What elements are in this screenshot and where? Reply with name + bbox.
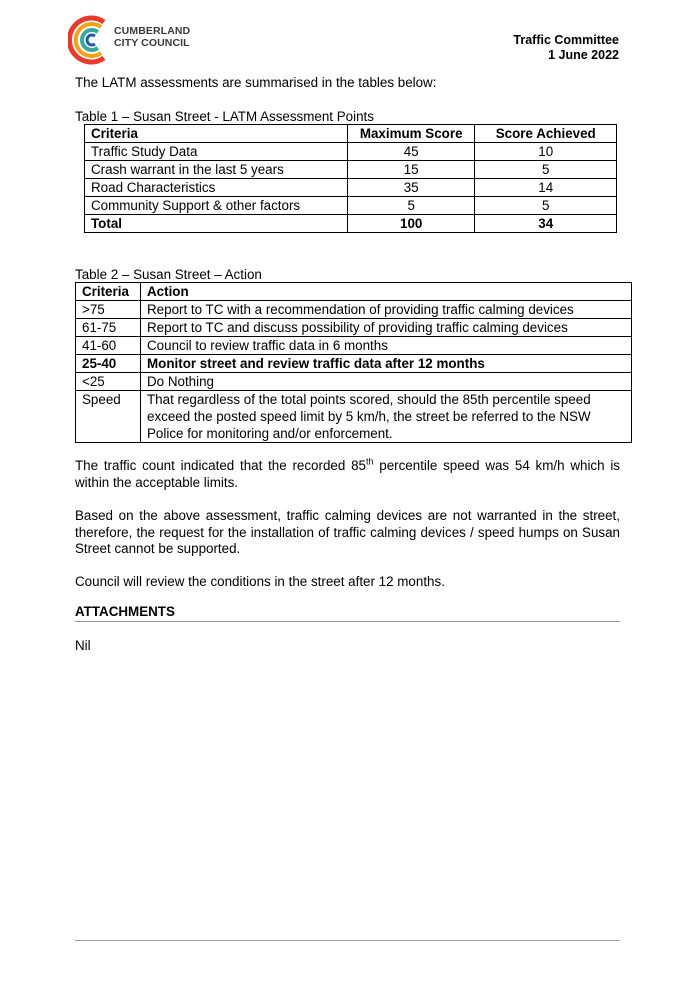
table-row <box>85 161 617 179</box>
speed-finding-part1: The traffic count indicated that the recorded 85 <box>75 458 366 473</box>
column-header-criteria: Criteria <box>85 125 348 143</box>
total-label-cell: Total <box>85 215 348 233</box>
criteria-cell: 61-75 <box>76 319 141 337</box>
column-header-action: Action <box>141 283 632 301</box>
criteria-cell: Traffic Study Data <box>85 143 348 161</box>
action-cell: Do Nothing <box>141 373 632 391</box>
score-achieved-cell: 10 <box>475 143 617 161</box>
table-header-row <box>76 283 632 301</box>
criteria-cell: Community Support & other factors <box>85 197 348 215</box>
review-note-text: Council will review the conditions in the street after 12 months. <box>75 574 445 589</box>
criteria-cell: Road Characteristics <box>85 179 348 197</box>
table-header-row <box>85 125 617 143</box>
column-header-max-score: Maximum Score <box>347 125 475 143</box>
action-cell: Council to review traffic data in 6 months <box>141 337 632 355</box>
table-row <box>76 391 632 443</box>
intro-text: The LATM assessments are summarised in the tables below: <box>75 75 437 90</box>
table2-caption: Table 2 – Susan Street – Action <box>75 267 262 282</box>
attachments-heading: ATTACHMENTS <box>75 604 175 619</box>
assessment-points-table <box>84 124 617 233</box>
ordinal-suffix: th <box>365 456 374 467</box>
table-row <box>76 373 632 391</box>
action-cell: That regardless of the total points scored, should the 85th percentile speed exceed the posted speed limit by 5 km/h, the street be referred to the NSW Police for monitoring and/or enforcement. <box>141 391 632 443</box>
max-score-cell: 35 <box>347 179 475 197</box>
council-name-line2: CITY COUNCIL <box>114 37 190 49</box>
total-max-score-cell: 100 <box>347 215 475 233</box>
max-score-cell: 45 <box>347 143 475 161</box>
criteria-cell: 25-40 <box>76 355 141 373</box>
criteria-cell: 41-60 <box>76 337 141 355</box>
footer-divider <box>75 940 620 941</box>
table-row <box>76 301 632 319</box>
speed-finding-text <box>75 458 620 491</box>
meeting-meta <box>513 33 619 63</box>
council-name <box>114 25 190 49</box>
criteria-cell: Crash warrant in the last 5 years <box>85 161 348 179</box>
action-cell: Report to TC with a recommendation of providing traffic calming devices <box>141 301 632 319</box>
score-achieved-cell: 5 <box>475 161 617 179</box>
criteria-cell: Speed <box>76 391 141 443</box>
column-header-score-achieved: Score Achieved <box>475 125 617 143</box>
score-achieved-cell: 14 <box>475 179 617 197</box>
meeting-date: 1 June 2022 <box>548 48 619 62</box>
table-row <box>85 179 617 197</box>
action-cell: Monitor street and review traffic data after 12 months <box>141 355 632 373</box>
table-row <box>76 337 632 355</box>
column-header-criteria: Criteria <box>76 283 141 301</box>
score-achieved-cell: 5 <box>475 197 617 215</box>
action-cell: Report to TC and discuss possibility of providing traffic calming devices <box>141 319 632 337</box>
total-score-achieved-cell: 34 <box>475 215 617 233</box>
table-row <box>85 143 617 161</box>
section-divider <box>75 621 620 622</box>
criteria-cell: >75 <box>76 301 141 319</box>
table-row-highlighted <box>76 355 632 373</box>
table-row <box>76 319 632 337</box>
max-score-cell: 5 <box>347 197 475 215</box>
table1-caption: Table 1 – Susan Street - LATM Assessment Points <box>75 109 374 124</box>
table-row <box>85 197 617 215</box>
action-table <box>75 282 632 443</box>
criteria-cell: <25 <box>76 373 141 391</box>
council-name-line1: CUMBERLAND <box>114 25 191 37</box>
speed-finding-part2: percentile speed was 54 km/h which is within the acceptable limits. <box>75 458 620 490</box>
max-score-cell: 15 <box>347 161 475 179</box>
total-row <box>85 215 617 233</box>
meeting-title: Traffic Committee <box>513 33 619 47</box>
assessment-conclusion-text: Based on the above assessment, traffic calming devices are not warranted in the street, therefore, the request for the installation of traffic calming devices / speed humps on Susan Street cannot be supported. <box>75 508 620 556</box>
attachments-body: Nil <box>75 638 91 653</box>
